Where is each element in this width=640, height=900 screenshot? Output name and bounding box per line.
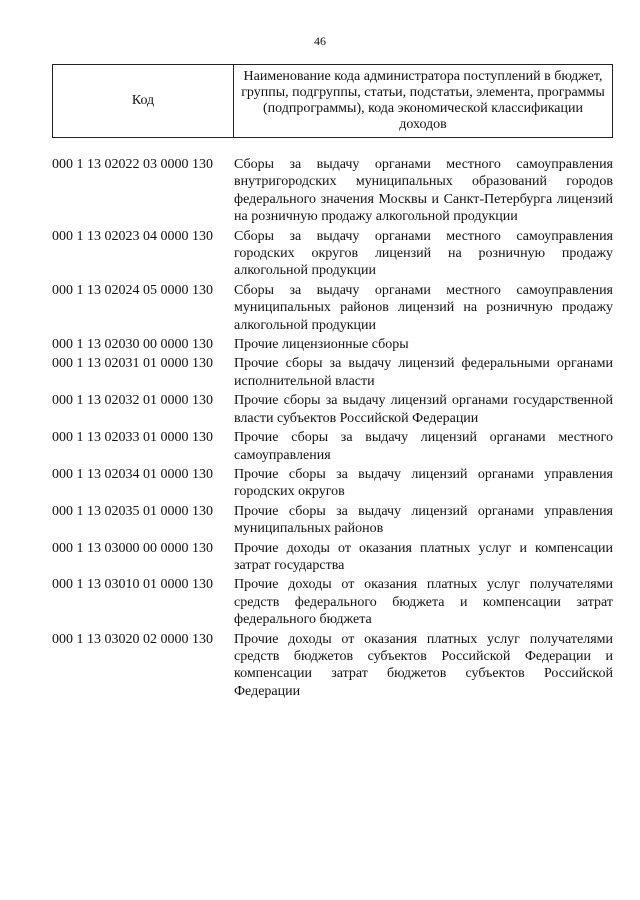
list-item: [52, 228, 613, 280]
list-item: [52, 466, 613, 501]
list-item: [52, 392, 613, 427]
row-name: Прочие сборы за выдачу лицензий органами управления муниципальных районов: [234, 503, 613, 537]
list-item: [52, 540, 613, 575]
name-column-header: Наименование кода администратора поступлений в бюджет, группы, подгруппы, статьи, подстатьи, элемента, программы (подпрограммы), кода экономической классификации доходов: [234, 65, 613, 138]
list-item: [52, 429, 613, 464]
row-name: Прочие доходы от оказания платных услуг получателями средств бюджетов субъектов Российской Федерации и компенсации затрат бюджетов субъектов Российской Федерации: [234, 631, 613, 699]
row-code: 000 1 13 03000 00 0000 130: [52, 540, 213, 556]
code-column-header: Код: [53, 65, 234, 138]
row-name: Прочие лицензионные сборы: [234, 337, 409, 353]
row-code: 000 1 13 02034 01 0000 130: [52, 466, 213, 482]
list-item: [52, 631, 613, 701]
list-item: [52, 156, 613, 226]
row-code: 000 1 13 02023 04 0000 130: [52, 228, 213, 244]
row-name: Прочие сборы за выдачу лицензий органами местного самоуправления: [234, 430, 613, 463]
row-name: Прочие доходы от оказания платных услуг получателями средств федерального бюджета и компенсации затрат федерального бюджета: [234, 577, 613, 628]
row-code: 000 1 13 02030 00 0000 130: [52, 337, 213, 353]
row-code: 000 1 13 02031 01 0000 130: [52, 356, 213, 372]
header-table: [52, 64, 613, 138]
row-name: Прочие сборы за выдачу лицензий органами управления городских округов: [234, 466, 613, 500]
list-item: [52, 576, 613, 628]
list-item: [52, 355, 613, 390]
list-item: [52, 503, 613, 538]
header-row: [53, 65, 613, 138]
row-code: 000 1 13 02033 01 0000 130: [52, 430, 213, 446]
classification-list: [52, 156, 613, 702]
row-code: 000 1 13 02022 03 0000 130: [52, 157, 213, 172]
row-code: 000 1 13 02032 01 0000 130: [52, 393, 213, 409]
row-code: 000 1 13 02024 05 0000 130: [52, 282, 213, 298]
list-item: [52, 336, 613, 353]
row-name: Прочие сборы за выдачу лицензий федеральными органами исполнительной власти: [234, 356, 613, 389]
row-code: 000 1 13 02035 01 0000 130: [52, 503, 213, 519]
row-name: Прочие доходы от оказания платных услуг и компенсации затрат государства: [234, 540, 613, 573]
list-item: [52, 282, 613, 334]
row-name: Сборы за выдачу органами местного самоуправления городских округов лицензий на розничную продажу алкогольной продукции: [234, 228, 613, 279]
row-name: Прочие сборы за выдачу лицензий органами государственной власти субъектов Российской Федерации: [234, 393, 613, 426]
row-name: Сборы за выдачу органами местного самоуправления муниципальных районов лицензий на розничную продажу алкогольной продукции: [234, 282, 613, 333]
row-code: 000 1 13 03010 01 0000 130: [52, 577, 213, 593]
row-code: 000 1 13 03020 02 0000 130: [52, 631, 213, 647]
page-number: 46: [314, 34, 326, 48]
row-name: Сборы за выдачу органами местного самоуправления внутригородских муниципальных образований городов федерального значения Москвы и Санкт-Петербурга лицензий на розничную продажу алкогольной продукции: [234, 157, 613, 225]
